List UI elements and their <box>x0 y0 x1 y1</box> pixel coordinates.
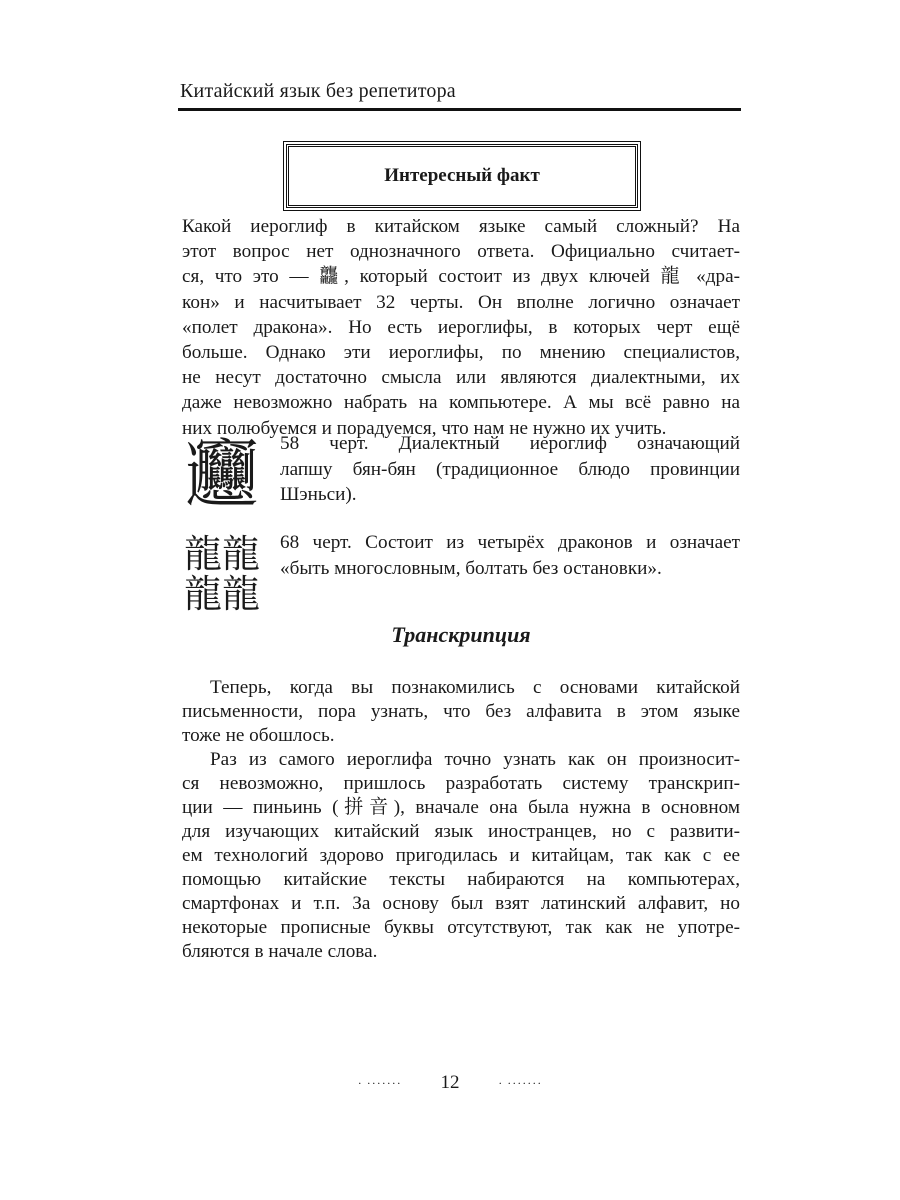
text-line: больше. Однако эти иероглифы, по мнению специалистов, <box>182 342 740 364</box>
text-line: этот вопрос нет однозначного ответа. Официально считает- <box>182 241 740 263</box>
header-rule <box>178 108 741 111</box>
page-number: 12 <box>440 1072 460 1093</box>
text-line: помощью китайские тексты набираются на компьютерах, <box>182 869 740 890</box>
text-line: 68 черт. Состоит из четырёх драконов и означает <box>280 532 740 553</box>
text-line: тоже не обошлось. <box>182 725 335 746</box>
transcription-text <box>182 676 740 964</box>
text-line: «полет дракона». Но есть иероглифы, в которых черт ещё <box>182 316 740 338</box>
four-dragons-glyph <box>180 534 264 618</box>
section-heading: Транскрипция <box>391 622 531 647</box>
text-line: ся, что это — 龘, который состоит из двух ключей 龍 «дра- <box>182 266 740 288</box>
text-line: некоторые прописные буквы отсутствуют, так как не употре- <box>182 917 740 938</box>
text-line: смартфонах и т.п. За основу был взят латинский алфавит, но <box>182 893 740 914</box>
four-dragons-glyph-text: 龍龍龍龍 <box>183 532 260 616</box>
text-line: Теперь, когда вы познакомились с основами китайской <box>210 677 740 698</box>
text-line: бляются в начале слова. <box>182 941 378 962</box>
text-line: ции — пиньинь (拼音), вначале она была нужна в основном <box>182 797 740 818</box>
fact-box-title: Интересный факт <box>384 165 540 186</box>
text-line: лапшу бян-бян (традиционное блюдо провинции <box>280 458 740 480</box>
text-line: письменности, пора узнать, что без алфавита в этом языке <box>182 701 740 722</box>
footer-ornament-right: · ······· <box>498 1076 543 1091</box>
text-line: Раз из самого иероглифа точно узнать как он произносит- <box>210 749 740 770</box>
text-line: «быть многословным, болтать без остановки». <box>280 557 662 579</box>
fact-paragraph <box>182 214 740 441</box>
text-line: Какой иероглиф в китайском языке самый сложный? На <box>182 216 740 237</box>
example-four-dragons-text <box>280 530 740 581</box>
text-line: для изучающих китайский язык иностранцев, но с развити- <box>182 821 740 842</box>
running-title: Китайский язык без репетитора <box>180 80 456 102</box>
text-line: не несут достаточно смысла или являются диалектными, их <box>182 367 740 389</box>
fact-box <box>286 144 638 208</box>
text-line: 58 черт. Диалектный иероглиф означающий <box>280 433 740 454</box>
footer-ornament-left: · ······· <box>357 1076 402 1091</box>
biangbiang-glyph: 𰻞 <box>185 432 258 516</box>
example-biangbiang-text <box>280 431 740 508</box>
text-line: Шэньси). <box>280 484 357 505</box>
text-line: них полюбуемся и порадуемся, что нам не нужно их учить. <box>182 417 667 439</box>
page-footer <box>0 1072 900 1094</box>
text-line: ся невозможно, пришлось разработать систему транскрип- <box>182 773 740 794</box>
text-line: ем технологий здорово пригодилась и китайцам, так как с ее <box>182 845 740 866</box>
text-line: даже невозможно набрать на компьютере. А мы всё равно на <box>182 392 740 414</box>
text-line: кон» и насчитывает 32 черты. Он вполне логично означает <box>182 291 740 313</box>
